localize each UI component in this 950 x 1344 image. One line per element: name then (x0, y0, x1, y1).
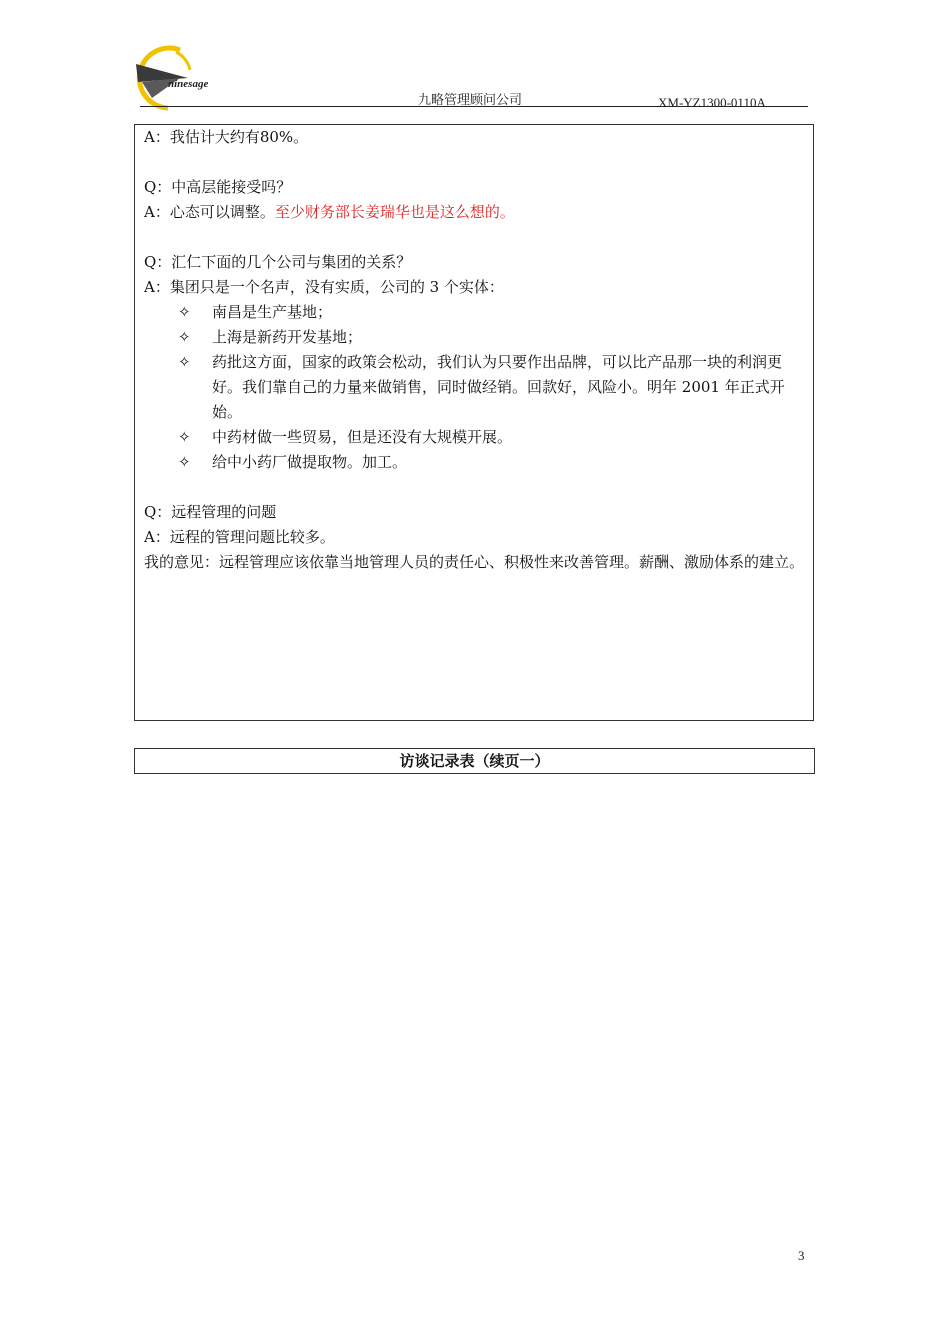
question-line: Q：汇仁下面的几个公司与集团的关系？ (144, 253, 412, 271)
bullet-text: 药批这方面，国家的政策会松动，我们认为只要作出品牌，可以比产品那一块的利润更好。我们靠自己的力量来做销售，同时做经销。回款好，风险小。明年 2001 年正式开始。 (212, 353, 785, 421)
opinion-paragraph: 我的意见：远程管理应该依靠当地管理人员的责任心、积极性来改善管理。薪酬、激励体系的建立。 (144, 553, 805, 571)
answer-line: A：我估计大约有80%。 (144, 128, 309, 146)
document-number: XM-YZ1300-0110A (658, 95, 766, 110)
header-divider (140, 106, 808, 107)
answer-text: A：心态可以调整。 (144, 203, 275, 221)
bullet-item (144, 350, 805, 425)
bullet-text: 南昌是生产基地； (212, 303, 333, 321)
interview-content-box (134, 124, 814, 721)
blank-line (144, 225, 805, 250)
page-number: 3 (798, 1248, 805, 1263)
company-name: 九略管理顾问公司 (418, 93, 523, 108)
answer-line: A：远程的管理问题比较多。 (144, 528, 335, 546)
highlighted-answer-text: 至少财务部长姜瑞华也是这么想的。 (274, 203, 515, 221)
table-title: 访谈记录表（续页一） (134, 748, 815, 774)
bullet-item (144, 300, 805, 325)
bullet-item (144, 450, 805, 475)
diamond-bullet-icon: ✧ (178, 303, 191, 321)
blank-line (144, 475, 805, 500)
diamond-bullet-icon: ✧ (178, 353, 191, 371)
diamond-bullet-icon: ✧ (178, 428, 191, 446)
question-line: Q：中高层能接受吗？ (144, 178, 292, 196)
answer-line (144, 200, 805, 225)
question-line: Q：远程管理的问题 (144, 503, 277, 521)
diamond-bullet-icon: ✧ (178, 328, 191, 346)
bullet-text: 中药材做一些贸易，但是还没有大规模开展。 (212, 428, 513, 446)
bullet-item (144, 325, 805, 350)
bullet-text: 上海是新药开发基地； (212, 328, 363, 346)
blank-line (144, 150, 805, 175)
bullet-item (144, 425, 805, 450)
diamond-bullet-icon: ✧ (178, 453, 191, 471)
answer-line: A：集团只是一个名声，没有实质，公司的 3 个实体： (144, 278, 504, 296)
logo-wordmark: ninesage (168, 78, 209, 90)
bullet-text: 给中小药厂做提取物。加工。 (212, 453, 408, 471)
